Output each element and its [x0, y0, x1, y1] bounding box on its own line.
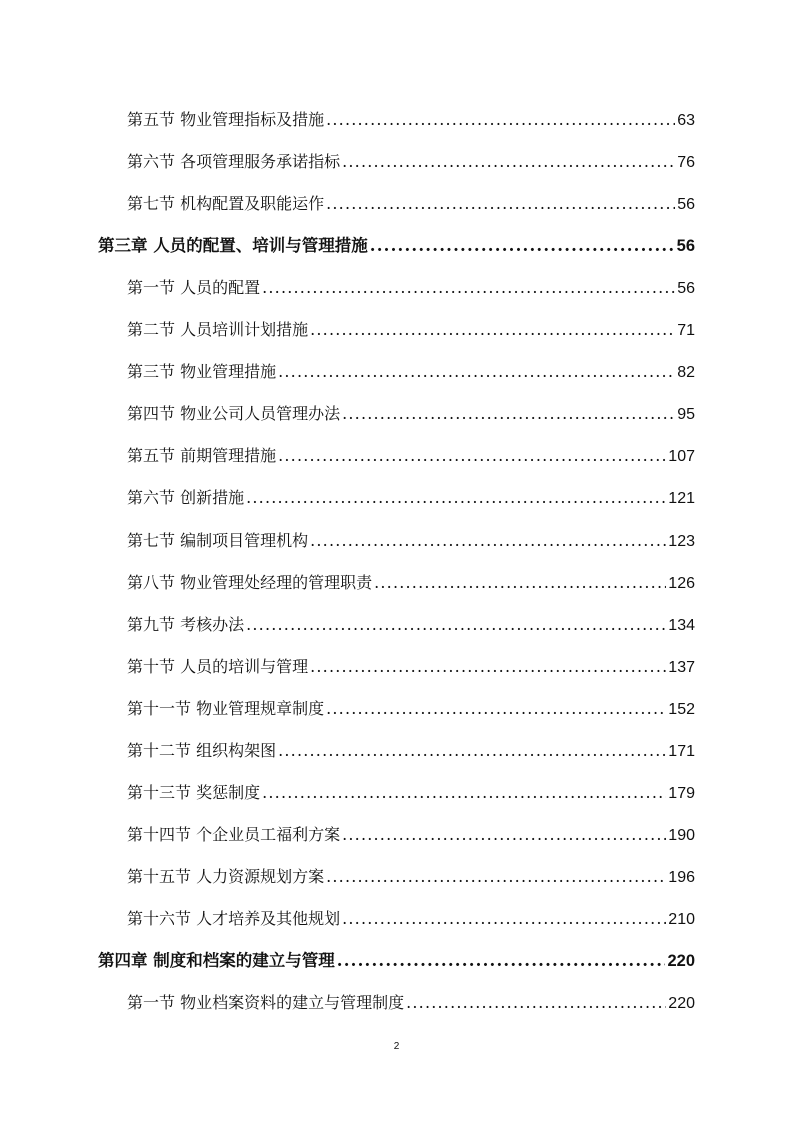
- dot-leader: [310, 520, 666, 562]
- toc-section-entry[interactable]: [127, 688, 695, 730]
- dot-leader: [278, 435, 666, 477]
- dot-leader: [342, 393, 675, 435]
- toc-section-entry[interactable]: [127, 730, 695, 772]
- dot-leader: [374, 562, 666, 604]
- toc-section-entry[interactable]: [127, 898, 695, 940]
- dot-leader: [310, 309, 675, 351]
- page-number: 2: [393, 1041, 400, 1052]
- toc-section-entry[interactable]: [127, 562, 695, 604]
- toc-chapter-entry[interactable]: [98, 225, 695, 267]
- toc-entry-title: 第一节 人员的配置: [127, 278, 261, 298]
- toc-entry-title: 第十一节 物业管理规章制度: [127, 698, 325, 718]
- dot-leader: [326, 688, 666, 730]
- toc-entry-page-number: 171: [668, 742, 695, 760]
- toc-section-entry[interactable]: [127, 267, 695, 309]
- toc-section-entry[interactable]: [127, 351, 695, 393]
- dot-leader: [278, 351, 675, 393]
- toc-entry-title: 第六节 各项管理服务承诺指标: [127, 152, 341, 172]
- toc-entry-page-number: 82: [677, 364, 695, 382]
- toc-entry-title: 第三节 物业管理措施: [127, 362, 277, 382]
- toc-section-entry[interactable]: [127, 183, 695, 225]
- toc-section-entry[interactable]: [127, 856, 695, 898]
- dot-leader: [406, 982, 666, 1024]
- toc-entry-page-number: 121: [668, 490, 695, 508]
- toc-entry-page-number: 196: [668, 868, 695, 886]
- toc-entry-title: 第八节 物业管理处经理的管理职责: [127, 572, 373, 592]
- dot-leader: [262, 267, 675, 309]
- toc-section-entry[interactable]: [127, 99, 695, 141]
- toc-entry-title: 第五节 物业管理指标及措施: [127, 110, 325, 129]
- toc-section-entry[interactable]: [127, 814, 695, 856]
- toc-entry-title: 第五节 前期管理措施: [127, 446, 277, 466]
- toc-section-entry[interactable]: [127, 309, 695, 351]
- toc-entry-page-number: 220: [667, 952, 695, 970]
- toc-entry-page-number: 107: [668, 448, 695, 466]
- dot-leader: [326, 99, 675, 141]
- toc-entry-title: 第七节 机构配置及职能运作: [127, 194, 325, 214]
- dot-leader: [342, 141, 675, 183]
- toc-entry-page-number: 56: [677, 196, 695, 214]
- toc-entry-title: 第三章 人员的配置、培训与管理措施: [98, 236, 368, 256]
- toc-entry-title: 第七节 编制项目管理机构: [127, 530, 309, 550]
- toc-entry-title: 第十五节 人力资源规划方案: [127, 866, 325, 886]
- dot-leader: [246, 477, 666, 519]
- toc-entry-title: 第十四节 个企业员工福利方案: [127, 824, 341, 844]
- toc-section-entry[interactable]: [127, 477, 695, 519]
- dot-leader: [342, 898, 666, 940]
- dot-leader: [337, 940, 666, 982]
- toc-section-entry[interactable]: [127, 604, 695, 646]
- toc-entry-page-number: 76: [677, 154, 695, 172]
- toc-entry-page-number: 220: [668, 995, 695, 1013]
- toc-entry-page-number: 95: [677, 406, 695, 424]
- dot-leader: [370, 225, 675, 267]
- toc-entry-page-number: 56: [677, 280, 695, 298]
- dot-leader: [310, 646, 666, 688]
- toc-entry-title: 第一节 物业档案资料的建立与管理制度: [127, 993, 405, 1013]
- toc-entry-title: 第十二节 组织构架图: [127, 740, 277, 760]
- toc-entry-page-number: 134: [668, 616, 695, 634]
- dot-leader: [278, 730, 666, 772]
- toc-entry-title: 第十三节 奖惩制度: [127, 782, 261, 802]
- toc-entry-title: 第十六节 人才培养及其他规划: [127, 908, 341, 928]
- dot-leader: [342, 814, 666, 856]
- dot-leader: [246, 604, 666, 646]
- toc-entry-title: 第四章 制度和档案的建立与管理: [98, 951, 335, 970]
- toc-entry-title: 第四节 物业公司人员管理办法: [127, 404, 341, 424]
- toc-entry-title: 第二节 人员培训计划措施: [127, 320, 309, 340]
- toc-entry-title: 第六节 创新措施: [127, 488, 245, 508]
- toc-entry-page-number: 137: [668, 658, 695, 676]
- toc-section-entry[interactable]: [127, 520, 695, 562]
- toc-entry-page-number: 126: [668, 574, 695, 592]
- dot-leader: [262, 772, 666, 814]
- toc-entry-title: 第十节 人员的培训与管理: [127, 656, 309, 676]
- toc-entry-title: 第九节 考核办法: [127, 614, 245, 634]
- toc-section-entry[interactable]: [127, 772, 695, 814]
- toc-entry-page-number: 152: [668, 700, 695, 718]
- toc-entry-page-number: 63: [677, 112, 695, 129]
- toc-entry-page-number: 71: [677, 322, 695, 340]
- toc-entry-page-number: 56: [676, 237, 695, 256]
- toc-entry-page-number: 190: [668, 826, 695, 844]
- toc-section-entry[interactable]: [127, 393, 695, 435]
- toc-section-entry[interactable]: [127, 982, 695, 1024]
- toc-chapter-entry[interactable]: [98, 940, 695, 982]
- toc-section-entry[interactable]: [127, 646, 695, 688]
- toc-section-entry[interactable]: [127, 141, 695, 183]
- toc-section-entry[interactable]: [127, 435, 695, 477]
- toc-entry-page-number: 210: [668, 910, 695, 928]
- toc-entry-page-number: 123: [668, 532, 695, 550]
- dot-leader: [326, 183, 675, 225]
- toc-entry-page-number: 179: [668, 784, 695, 802]
- dot-leader: [326, 856, 666, 898]
